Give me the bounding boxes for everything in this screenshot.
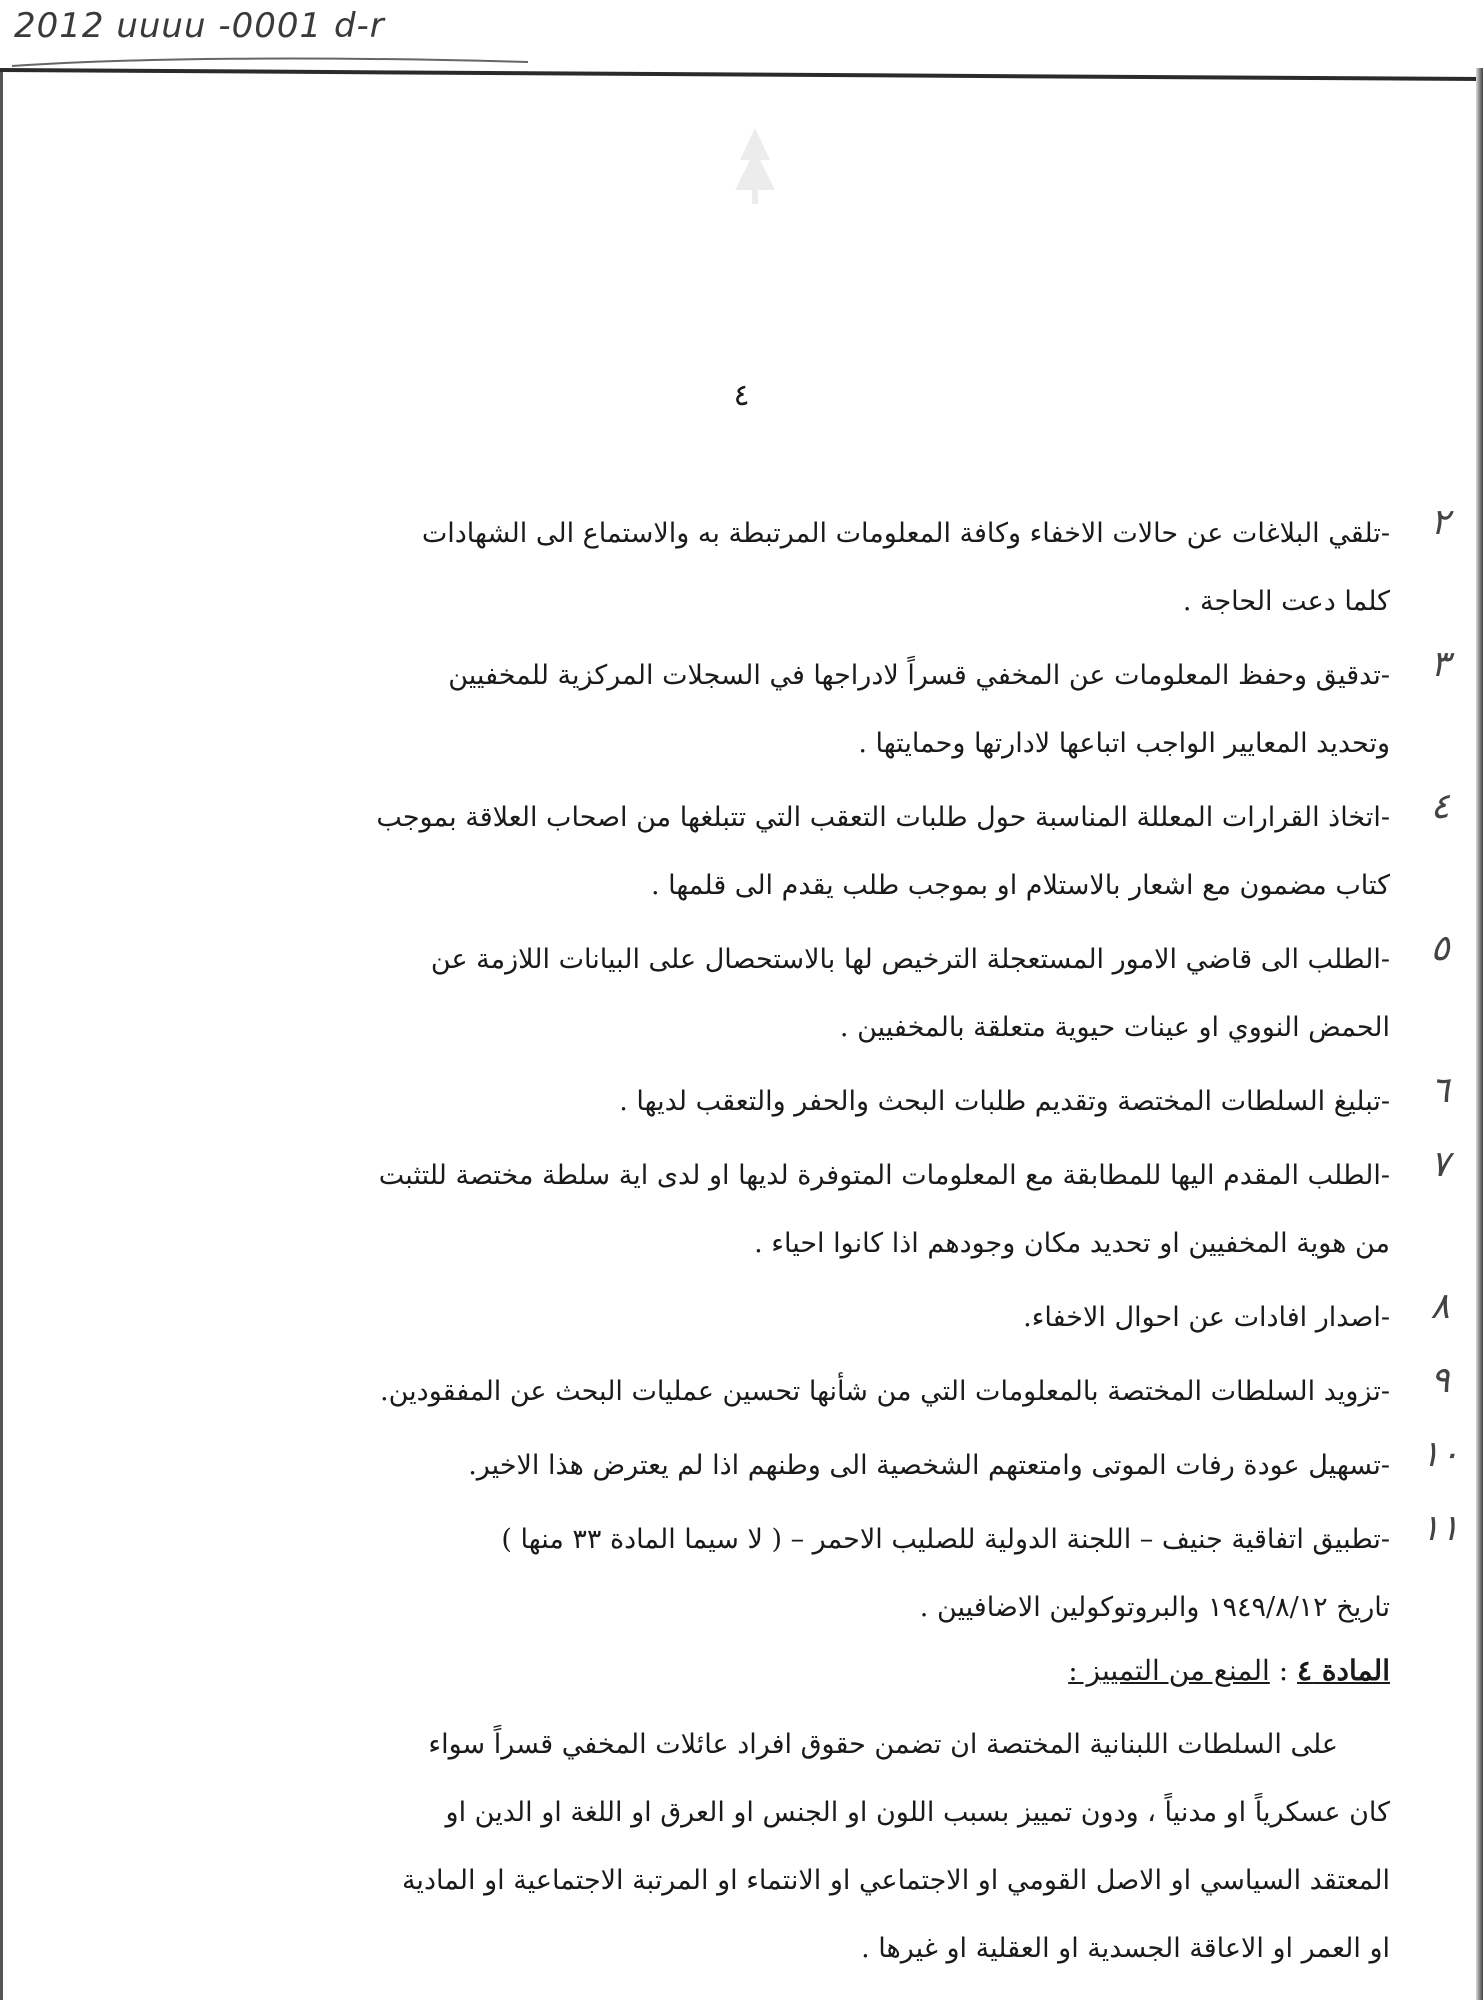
handwritten-margin-number: ٣	[1430, 644, 1450, 685]
article-body	[290, 1711, 1390, 1983]
page-top-border	[0, 68, 1483, 81]
list-item	[290, 1432, 1460, 1500]
item-line: من هوية المخفيين او تحديد مكان وجودهم اذا كانوا احياء .	[754, 1228, 1390, 1259]
list-item	[290, 1068, 1450, 1136]
handwritten-margin-number: ٨	[1430, 1286, 1450, 1327]
handwritten-margin-number: ١٠	[1420, 1434, 1460, 1475]
item-line: -تبليغ السلطات المختصة وتقديم طلبات البحث والحفر والتعقب لديها .	[619, 1086, 1390, 1117]
page-left-border	[0, 72, 3, 2000]
article-number: المادة ٤	[1297, 1654, 1390, 1687]
list-item	[290, 784, 1450, 920]
handwritten-margin-number: ١١	[1420, 1508, 1460, 1549]
item-line: -تلقي البلاغات عن حالات الاخفاء وكافة المعلومات المرتبطة به والاستماع الى الشهادات	[421, 518, 1390, 549]
handwritten-margin-number: ٧	[1430, 1144, 1450, 1185]
article-line: او العمر او الاعاقة الجسدية او العقلية او غيرها .	[861, 1933, 1390, 1964]
article-line: على السلطات اللبنانية المختصة ان تضمن حقوق افراد عائلات المخفي قسراً سواء	[428, 1729, 1338, 1760]
handwritten-reference: 2012 uuuu -0001 d-r	[14, 6, 385, 46]
list-item	[290, 1284, 1450, 1352]
article-line: المعتقد السياسي او الاصل القومي او الاجتماعي او الانتماء او المرتبة الاجتماعية او المادية	[401, 1865, 1390, 1896]
article-separator: :	[1278, 1654, 1289, 1687]
handwritten-margin-number: ٥	[1430, 928, 1450, 969]
list-item	[290, 1142, 1450, 1278]
item-line: -الطلب المقدم اليها للمطابقة مع المعلومات المتوفرة لديها او لدى اية سلطة مختصة للتثبت	[378, 1160, 1390, 1191]
handwritten-margin-number: ٤	[1430, 786, 1450, 827]
item-line: -تسهيل عودة رفات الموتى وامتعتهم الشخصية الى وطنهم اذا لم يعترض هذا الاخير.	[468, 1450, 1390, 1481]
article-4-section	[290, 1645, 1390, 1983]
item-line: تاريخ ١٩٤٩/٨/١٢ والبروتوكولين الاضافيين .	[919, 1592, 1390, 1623]
list-item	[290, 1358, 1450, 1426]
handwritten-margin-number: ٩	[1430, 1360, 1450, 1401]
article-heading	[290, 1645, 1390, 1697]
article-title: المنع من التمييز :	[1068, 1654, 1270, 1687]
item-line: كتاب مضمون مع اشعار بالاستلام او بموجب طلب يقدم الى قلمها .	[650, 870, 1390, 901]
numbered-list	[290, 500, 1460, 1648]
list-item	[290, 642, 1450, 778]
list-item	[290, 926, 1450, 1062]
handwritten-margin-number: ٢	[1430, 502, 1450, 543]
list-item	[290, 1506, 1460, 1642]
item-line: -تدقيق وحفظ المعلومات عن المخفي قسراً لادراجها في السجلات المركزية للمخفيين	[448, 660, 1390, 691]
page-number: ٤	[733, 378, 750, 413]
item-line: -الطلب الى قاضي الامور المستعجلة الترخيص لها بالاستحصال على البيانات اللازمة عن	[430, 944, 1390, 975]
list-item	[290, 500, 1450, 636]
handwritten-margin-number: ٦	[1430, 1070, 1450, 1111]
article-line: كان عسكرياً او مدنياً ، ودون تمييز بسبب اللون او الجنس او العرق او اللغة او الدين او	[445, 1797, 1390, 1828]
item-line: -تطبيق اتفاقية جنيف – اللجنة الدولية للصليب الاحمر – ( لا سيما المادة ٣٣ منها )	[501, 1524, 1390, 1555]
item-line: وتحديد المعايير الواجب اتباعها لادارتها وحمايتها .	[858, 728, 1390, 759]
item-line: كلما دعت الحاجة .	[1182, 586, 1390, 617]
item-line: -اصدار افادات عن احوال الاخفاء.	[1023, 1302, 1390, 1333]
page-right-edge	[1476, 68, 1483, 2000]
item-line: -اتخاذ القرارات المعللة المناسبة حول طلبات التعقب التي تتبلغها من اصحاب العلاقة بموجب	[376, 802, 1390, 833]
faint-emblem-watermark	[710, 120, 800, 210]
item-line: الحمض النووي او عينات حيوية متعلقة بالمخفيين .	[839, 1012, 1390, 1043]
item-line: -تزويد السلطات المختصة بالمعلومات التي من شأنها تحسين عمليات البحث عن المفقودين.	[380, 1376, 1390, 1407]
